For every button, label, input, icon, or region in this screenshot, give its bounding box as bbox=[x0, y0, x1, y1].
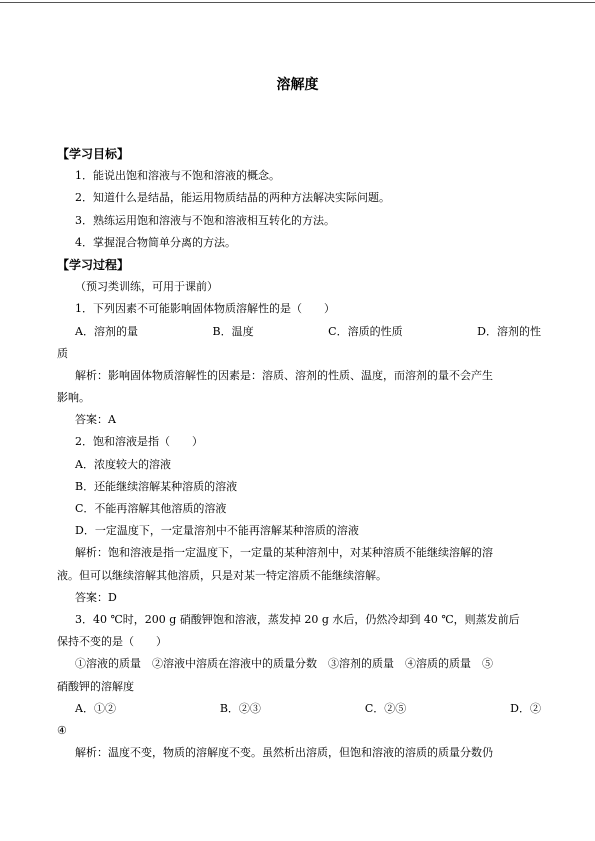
question-3-items: ①溶液的质量 ②溶液中溶质在溶液中的质量分数 ③溶剂的质量 ④溶质的质量 ⑤ bbox=[75, 657, 493, 671]
goal-item: 2．知道什么是结晶，能运用物质结晶的两种方法解决实际问题。 bbox=[75, 191, 390, 205]
question-1-analysis-cont: 影响。 bbox=[57, 391, 90, 405]
section-heading-process: 【学习过程】 bbox=[57, 257, 130, 272]
question-1-stem: 1．下列因素不可能影响固体物质溶解性的是（ ） bbox=[75, 302, 335, 316]
option-a: A．浓度较大的溶液 bbox=[75, 457, 171, 471]
top-rule bbox=[0, 2, 595, 3]
goal-item: 4．掌握混合物简单分离的方法。 bbox=[75, 235, 236, 249]
question-3-options bbox=[57, 698, 541, 720]
question-2-analysis-cont: 液。但可以继续溶解其他溶质，只是对某一特定溶质不能继续溶解。 bbox=[57, 568, 387, 582]
option-wrap: ④ bbox=[57, 723, 67, 737]
question-1-options bbox=[57, 321, 541, 343]
section-heading-goals: 【学习目标】 bbox=[57, 147, 130, 161]
question-2-stem: 2．饱和溶液是指（ ） bbox=[75, 435, 203, 449]
question-2-analysis: 解析：饱和溶液是指一定温度下，一定量的某种溶剂中，对某种溶质不能继续溶解的溶 bbox=[75, 546, 493, 560]
option-wrap: 质 bbox=[57, 346, 68, 360]
option-a: A．溶剂的量 bbox=[75, 324, 138, 338]
option-c: C．溶质的性质 bbox=[328, 324, 403, 338]
option-c: C．②⑤ bbox=[364, 701, 407, 715]
question-3-stem: 3．40 ℃时，200 g 硝酸钾饱和溶液，蒸发掉 20 g 水后，仍然冷却到 40 ℃，则蒸发前后 bbox=[75, 612, 520, 626]
option-d: D．一定温度下，一定量溶剂中不能再溶解某种溶质的溶液 bbox=[75, 524, 359, 538]
page-title: 溶解度 bbox=[276, 77, 319, 93]
option-b: B．温度 bbox=[212, 324, 254, 338]
goal-item: 3．熟练运用饱和溶液与不饱和溶液相互转化的方法。 bbox=[75, 213, 335, 227]
option-a: A．①② bbox=[75, 701, 116, 715]
question-2-answer: 答案：D bbox=[75, 590, 117, 604]
question-3-stem-cont: 保持不变的是（ ） bbox=[57, 635, 167, 649]
option-b: B．②③ bbox=[219, 701, 261, 715]
option-d: D．② bbox=[510, 701, 541, 715]
goal-item: 1．能说出饱和溶液与不饱和溶液的概念。 bbox=[75, 169, 280, 183]
document-body bbox=[57, 143, 541, 764]
question-1-analysis: 解析：影响固体物质溶解性的因素是：溶质、溶剂的性质、温度，而溶剂的量不会产生 bbox=[75, 368, 493, 382]
question-3-analysis: 解析：温度不变，物质的溶解度不变。虽然析出溶质，但饱和溶液的溶质的质量分数仍 bbox=[75, 746, 493, 760]
option-b: B．还能继续溶解某种溶质的溶液 bbox=[75, 479, 238, 493]
question-1-answer: 答案：A bbox=[75, 413, 116, 427]
option-c: C．不能再溶解其他溶质的溶液 bbox=[75, 502, 227, 515]
preview-note: （预习类训练，可用于课前） bbox=[75, 280, 218, 294]
option-d: D．溶剂的性 bbox=[477, 324, 541, 338]
question-3-items-cont: 硝酸钾的溶解度 bbox=[57, 679, 134, 693]
